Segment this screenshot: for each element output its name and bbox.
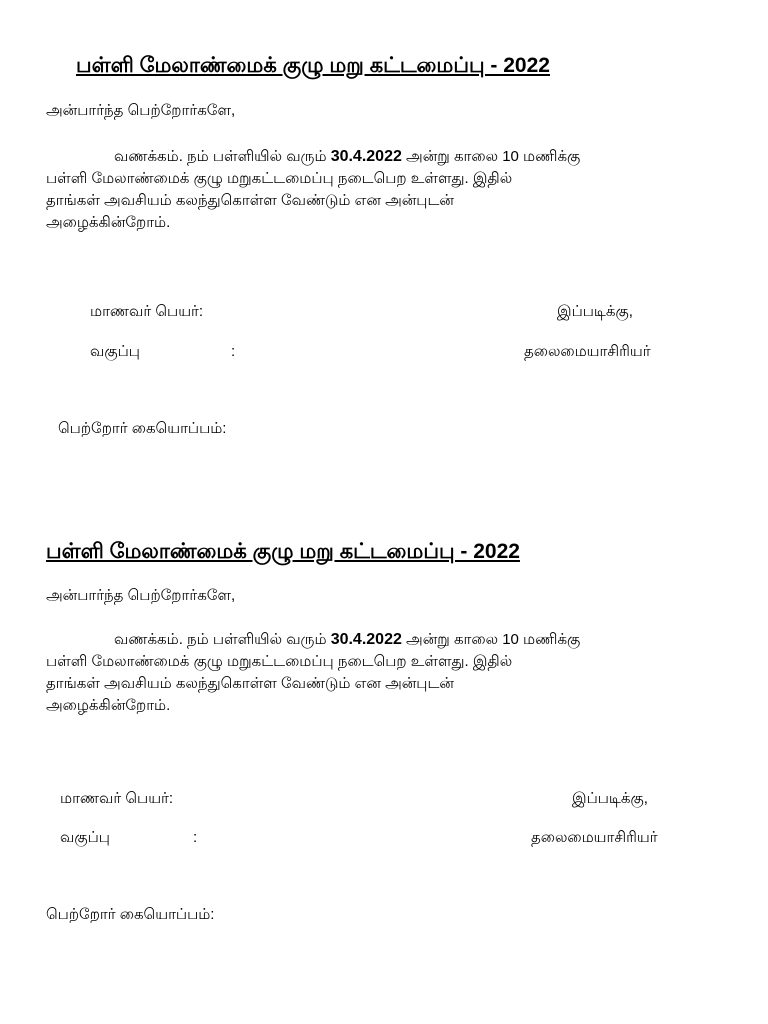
class-colon: : bbox=[193, 829, 198, 846]
yours-faithfully-label: இப்படிக்கு, bbox=[572, 790, 648, 807]
notice-title: பள்ளி மேலாண்மைக் குழு மறு கட்டமைப்பு - 2022 bbox=[76, 54, 550, 77]
body-line-1 bbox=[46, 629, 580, 651]
body-line-4: அழைக்கின்றோம். bbox=[46, 214, 171, 231]
body-line-1-end: அன்று காலை 10 மணிக்கு bbox=[401, 631, 581, 648]
class-colon: : bbox=[231, 343, 236, 360]
body-line-2: பள்ளி மேலாண்மைக் குழு மறுகட்டமைப்பு நடைபெற உள்ளது. இதில் bbox=[46, 653, 513, 670]
salutation: அன்பார்ந்த பெற்றோர்களே, bbox=[46, 587, 236, 604]
body-line-1-start: வணக்கம். நம் பள்ளியில் வரும் bbox=[114, 148, 331, 165]
notice-2 bbox=[0, 500, 768, 1000]
body-line-1-end: அன்று காலை 10 மணிக்கு bbox=[401, 148, 581, 165]
salutation: அன்பார்ந்த பெற்றோர்களே, bbox=[46, 102, 236, 119]
parent-signature-label: பெற்றோர் கையொப்பம்: bbox=[46, 906, 215, 923]
body-line-1 bbox=[46, 146, 580, 168]
invitation-body bbox=[46, 146, 580, 234]
student-name-label: மாணவர் பெயர்: bbox=[60, 790, 174, 807]
student-name-label: மாணவர் பெயர்: bbox=[90, 303, 204, 320]
meeting-date: 30.4.2022 bbox=[330, 148, 402, 165]
body-line-4: அழைக்கின்றோம். bbox=[46, 697, 171, 714]
headmaster-label: தலைமையாசிரியர் bbox=[531, 829, 658, 846]
notice-title: பள்ளி மேலாண்மைக் குழு மறு கட்டமைப்பு - 2022 bbox=[46, 540, 520, 563]
headmaster-label: தலைமையாசிரியர் bbox=[524, 343, 651, 360]
body-line-3: தாங்கள் அவசியம் கலந்துகொள்ள வேண்டும் என அன்புடன் bbox=[46, 192, 454, 209]
yours-faithfully-label: இப்படிக்கு, bbox=[557, 303, 633, 320]
notice-1 bbox=[0, 0, 768, 500]
body-line-3: தாங்கள் அவசியம் கலந்துகொள்ள வேண்டும் என அன்புடன் bbox=[46, 675, 454, 692]
body-line-2: பள்ளி மேலாண்மைக் குழு மறுகட்டமைப்பு நடைபெற உள்ளது. இதில் bbox=[46, 170, 513, 187]
invitation-body bbox=[46, 629, 580, 717]
body-line-1-start: வணக்கம். நம் பள்ளியில் வரும் bbox=[114, 631, 331, 648]
parent-signature-label: பெற்றோர் கையொப்பம்: bbox=[58, 420, 227, 437]
class-label: வகுப்பு bbox=[90, 343, 140, 360]
meeting-date: 30.4.2022 bbox=[330, 631, 402, 648]
class-label: வகுப்பு bbox=[60, 829, 110, 846]
